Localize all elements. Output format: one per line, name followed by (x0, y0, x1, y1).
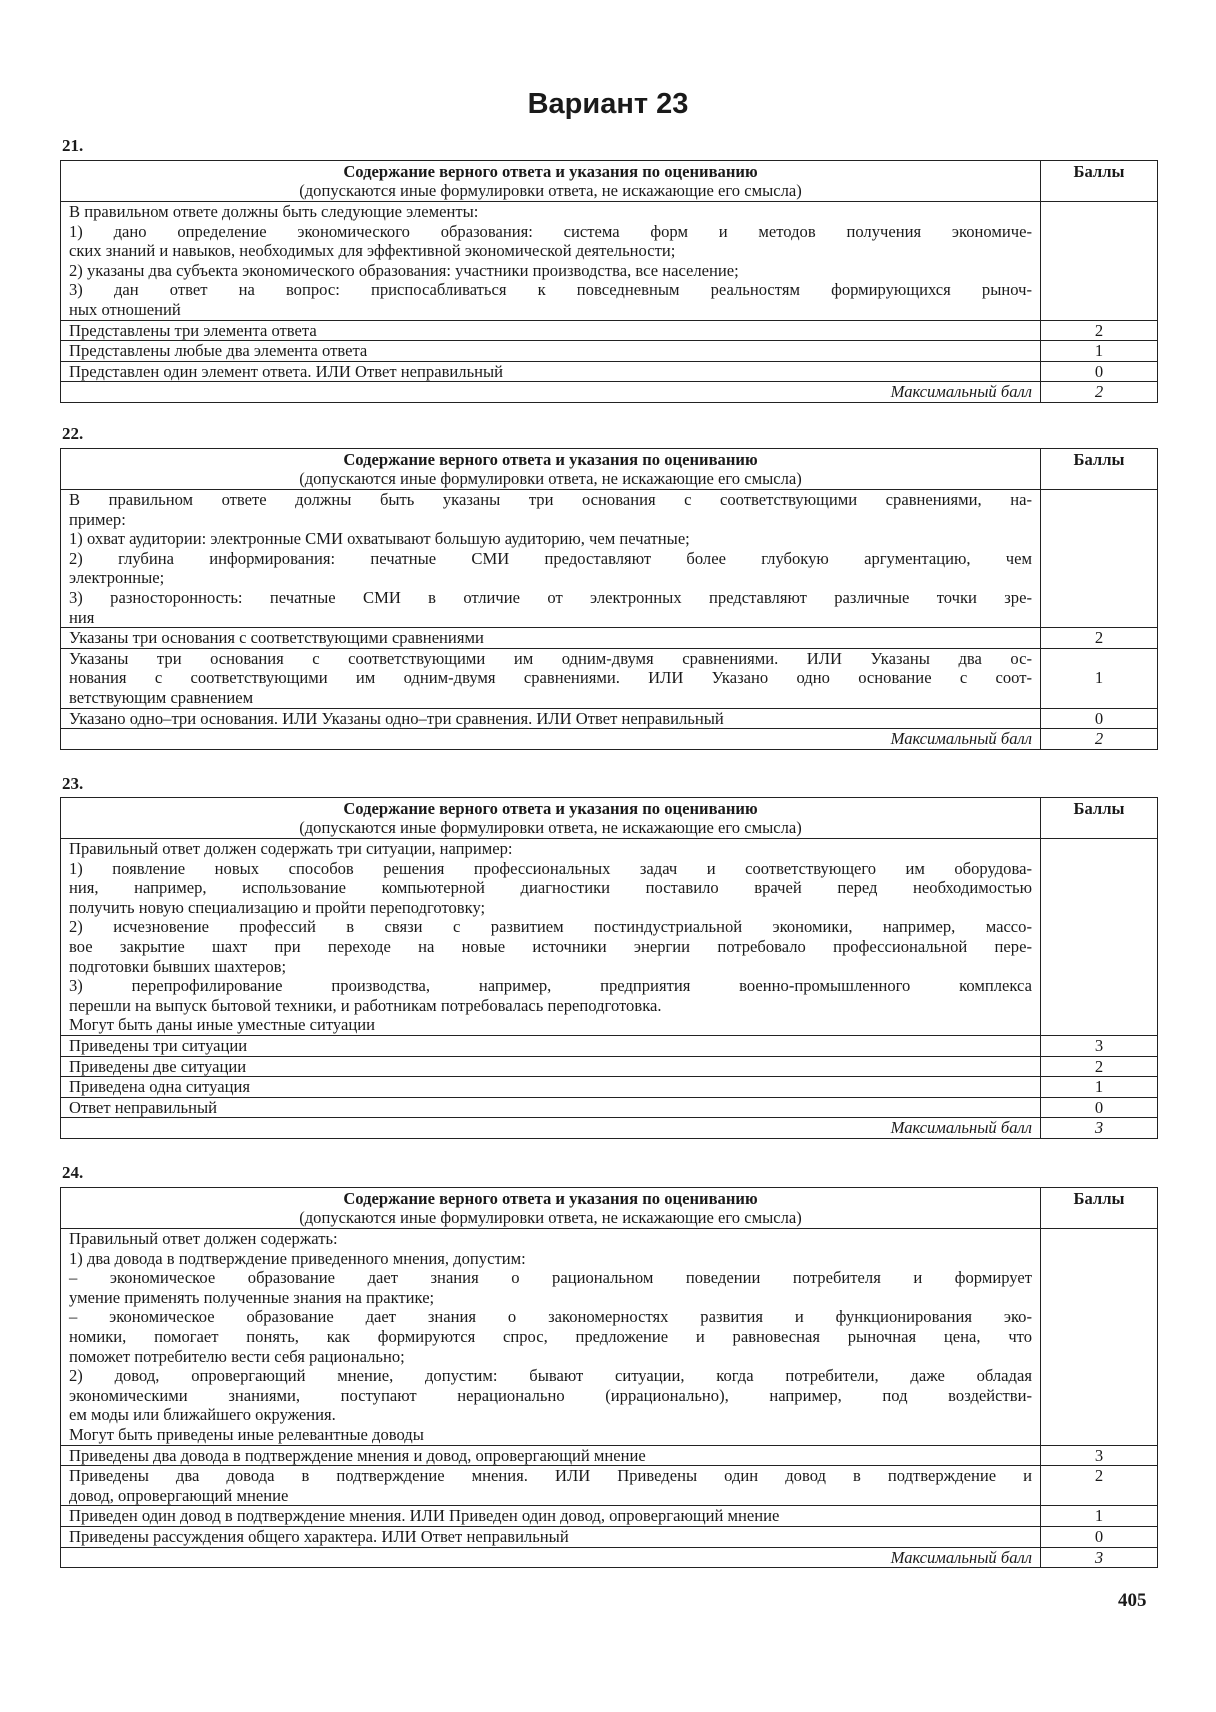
header-main: Содержание верного ответа и указания по оцениванию (343, 162, 758, 181)
text-line: ем моды или ближайшего окружения. (69, 1405, 336, 1425)
text-line: Представлены три элемента ответа (69, 320, 317, 340)
text-line: Приведены две ситуации (69, 1056, 247, 1076)
text-line: Указаны три основания с соответствующими им одним-двумя сравнениями. ИЛИ Указаны два ос- (69, 648, 1032, 668)
header-score: Баллы (1041, 449, 1158, 490)
header-main: Содержание верного ответа и указания по оцениванию (343, 450, 758, 469)
max-score: 2 (1041, 729, 1158, 750)
score-cell: 1 (1041, 1506, 1158, 1527)
table-row (61, 1506, 1158, 1527)
header-sub: (допускаются иные формулировки ответа, не искажающие его смысла) (299, 181, 802, 200)
task-number: 22. (62, 424, 84, 443)
scoring-table (60, 448, 1158, 750)
text-line: ветствующим сравнением (69, 687, 254, 707)
scoring-table (60, 1187, 1158, 1568)
text-line: Приведены три ситуации (69, 1035, 248, 1055)
max-label: Максимальный балл (61, 382, 1041, 403)
text-line: получить новую специализацию и пройти переподготовку; (69, 897, 486, 917)
text-line: – экономическое образование дает знания о закономерностях развития и функционирования эко- (69, 1307, 1032, 1327)
max-score-row (61, 1118, 1158, 1139)
table-row (61, 1077, 1158, 1098)
text-line: пример: (69, 509, 126, 529)
text-line: подготовки бывших шахтеров; (69, 956, 287, 976)
text-line: Ответ неправильный (69, 1097, 217, 1117)
max-score-row (61, 729, 1158, 750)
text-line: экономическими знаниями, поступают нерационально (иррационально), например, под воздействи- (69, 1385, 1032, 1405)
task-number: 23. (62, 774, 84, 793)
header-main: Содержание верного ответа и указания по оцениванию (343, 799, 758, 818)
text-line: Могут быть даны иные уместные ситуации (69, 1015, 375, 1035)
text-line: В правильном ответе должны быть следующие элементы: (69, 202, 479, 221)
page-title: Вариант 23 (527, 88, 689, 120)
score-cell: 2 (1041, 320, 1158, 341)
text-line: нования с соответствующими им одним-двумя сравнениями. ИЛИ Указано одно основание с соот- (69, 668, 1032, 688)
header-sub: (допускаются иные формулировки ответа, не искажающие его смысла) (299, 818, 802, 837)
table-row (61, 648, 1158, 708)
text-line: Указано одно–три основания. ИЛИ Указаны одно–три сравнения. ИЛИ Ответ неправильный (69, 708, 724, 728)
text-line: поможет потребителю вести себя рационально; (69, 1346, 405, 1366)
max-label: Максимальный балл (61, 1547, 1041, 1568)
header-score: Баллы (1041, 798, 1158, 839)
text-line: 1) появление новых способов решения профессиональных задач и соответствующего им оборудова- (69, 858, 1032, 878)
score-cell: 1 (1041, 648, 1158, 708)
table-row (61, 1526, 1158, 1547)
text-line: Правильный ответ должен содержать: (69, 1229, 338, 1248)
text-line: перешли на выпуск бытовой техники, и работникам потребовалась переподготовка. (69, 995, 662, 1015)
text-line: В правильном ответе должны быть указаны три основания с соответствующими сравнениями, на- (69, 490, 1032, 509)
table-header (61, 161, 1158, 202)
score-cell: 2 (1041, 628, 1158, 649)
header-main: Содержание верного ответа и указания по оцениванию (343, 1189, 758, 1208)
max-score-row (61, 1547, 1158, 1568)
header-score: Баллы (1041, 1188, 1158, 1229)
text-line: Представлены любые два элемента ответа (69, 341, 368, 361)
scoring-table (60, 797, 1158, 1139)
text-line: умение применять полученные знания на практике; (69, 1287, 435, 1307)
table-row (61, 1097, 1158, 1118)
score-cell: 0 (1041, 1526, 1158, 1547)
max-score: 3 (1041, 1547, 1158, 1568)
page-number: 405 (1118, 1590, 1147, 1611)
header-sub: (допускаются иные формулировки ответа, не искажающие его смысла) (299, 469, 802, 488)
text-line: Представлен один элемент ответа. ИЛИ Ответ неправильный (69, 361, 504, 381)
max-score: 3 (1041, 1118, 1158, 1139)
score-cell: 3 (1041, 1445, 1158, 1466)
text-line: Приведен один довод в подтверждение мнения. ИЛИ Приведен один довод, опровергающий мнение (69, 1506, 780, 1526)
answer-content-row (61, 1229, 1158, 1446)
header-score: Баллы (1041, 161, 1158, 202)
score-cell: 1 (1041, 1077, 1158, 1098)
text-line: Приведены рассуждения общего характера. ИЛИ Ответ неправильный (69, 1526, 569, 1546)
table-row (61, 1035, 1158, 1056)
header-sub: (допускаются иные формулировки ответа, не искажающие его смысла) (299, 1208, 802, 1227)
scoring-table (60, 160, 1158, 403)
table-row (61, 708, 1158, 729)
text-line: вое закрытие шахт при переходе на новые источники энергии потребовало профессиональной пере- (69, 936, 1032, 956)
text-line: 2) довод, опровергающий мнение, допустим: бывают ситуации, когда потребители, даже обладая (69, 1366, 1032, 1386)
table-row (61, 1466, 1158, 1506)
table-row (61, 361, 1158, 382)
task-number: 21. (62, 136, 84, 155)
answer-content-row (61, 490, 1158, 628)
text-line: Приведена одна ситуация (69, 1077, 251, 1097)
text-line: Могут быть приведены иные релевантные доводы (69, 1424, 424, 1444)
table-row (61, 320, 1158, 341)
answer-content-row (61, 839, 1158, 1036)
table-row (61, 1056, 1158, 1077)
text-line: 2) исчезновение профессий в связи с развитием постиндустриальной экономики, например, массо- (69, 917, 1032, 937)
table-header (61, 1188, 1158, 1229)
max-score: 2 (1041, 382, 1158, 403)
text-line: 1) два довода в подтверждение приведенного мнения, допустим: (69, 1248, 526, 1268)
score-cell: 0 (1041, 361, 1158, 382)
text-line: 1) охват аудитории: электронные СМИ охватывают большую аудиторию, чем печатные; (69, 529, 690, 549)
table-row (61, 341, 1158, 362)
text-line: ния (69, 607, 95, 627)
score-cell: 1 (1041, 341, 1158, 362)
text-line: Правильный ответ должен содержать три ситуации, например: (69, 839, 513, 858)
answer-content-row (61, 202, 1158, 321)
score-cell: 2 (1041, 1466, 1158, 1506)
text-line: ных отношений (69, 299, 181, 319)
text-line: ских знаний и навыков, необходимых для эффективной экономической деятельности; (69, 241, 676, 261)
table-header (61, 449, 1158, 490)
table-header (61, 798, 1158, 839)
text-line: Указаны три основания с соответствующими сравнениями (69, 628, 484, 648)
score-cell: 2 (1041, 1056, 1158, 1077)
table-row (61, 1445, 1158, 1466)
score-cell: 0 (1041, 1097, 1158, 1118)
text-line: номики, помогает понять, как формируются спрос, предложение и равновесная рыночная цена, что (69, 1326, 1032, 1346)
max-label: Максимальный балл (61, 729, 1041, 750)
table-row (61, 628, 1158, 649)
text-line: 3) перепрофилирование производства, например, предприятия военно-промышленного комплекса (69, 976, 1032, 996)
text-line: электронные; (69, 568, 165, 588)
text-line: Приведены два довода в подтверждение мнения. ИЛИ Приведены один довод в подтверждение и (69, 1466, 1032, 1486)
text-line: Приведены два довода в подтверждение мнения и довод, опровергающий мнение (69, 1445, 646, 1465)
max-label: Максимальный балл (61, 1118, 1041, 1139)
score-cell: 3 (1041, 1035, 1158, 1056)
task-number: 24. (62, 1163, 84, 1182)
text-line: 3) дан ответ на вопрос: приспосабливаться к повседневным реальностям формирующихся рыноч- (69, 280, 1032, 300)
max-score-row (61, 382, 1158, 403)
text-line: довод, опровергающий мнение (69, 1485, 289, 1505)
text-line: 2) указаны два субъекта экономического образования: участники производства, все население; (69, 260, 739, 280)
score-cell: 0 (1041, 708, 1158, 729)
text-line: 1) дано определение экономического образования: система форм и методов получения экономиче- (69, 221, 1032, 241)
text-line: 3) разносторонность: печатные СМИ в отличие от электронных представляют различные точки зре- (69, 587, 1032, 607)
text-line: ния, например, использование компьютерной диагностики поставило врачей перед необходимостью (69, 878, 1032, 898)
text-line: – экономическое образование дает знания о рациональном поведении потребителя и формирует (69, 1268, 1032, 1288)
text-line: 2) глубина информирования: печатные СМИ предоставляют более глубокую аргументацию, чем (69, 548, 1032, 568)
